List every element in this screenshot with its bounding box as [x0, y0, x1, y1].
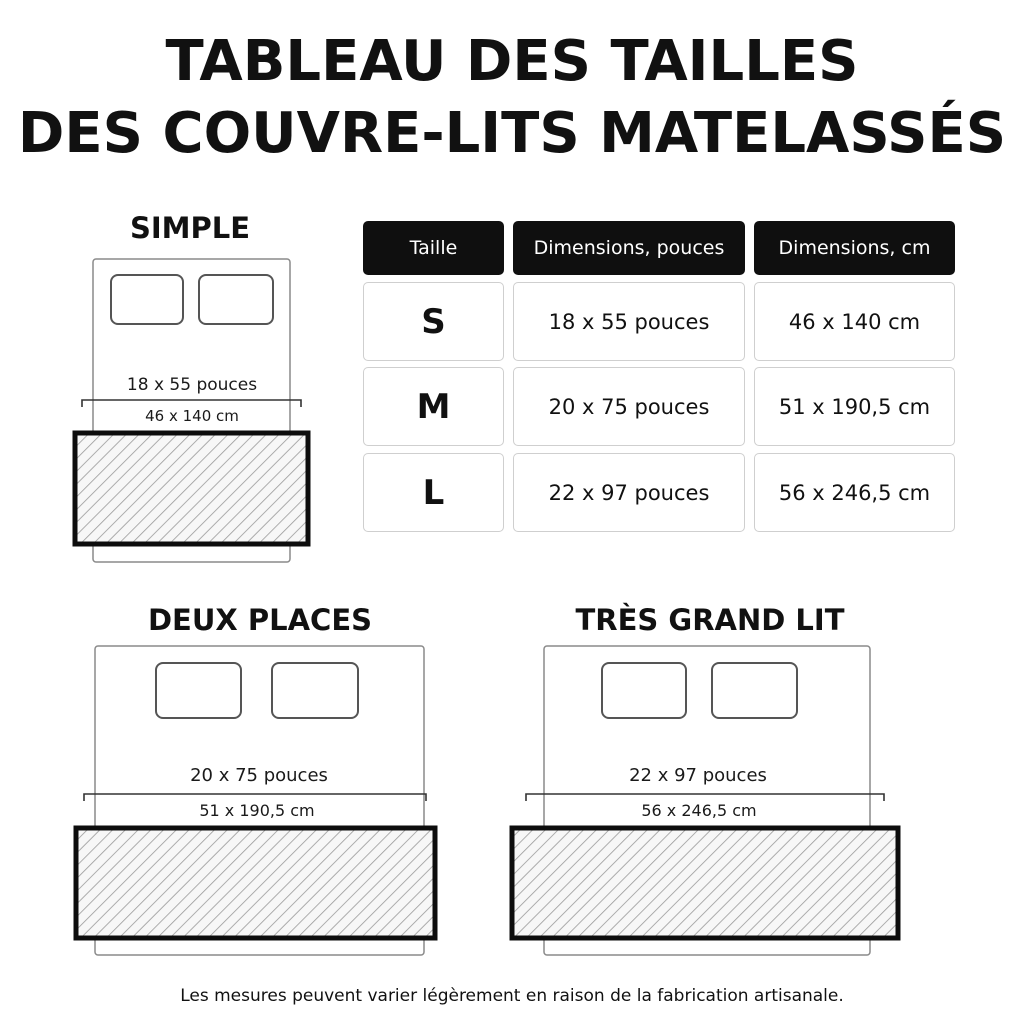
- bed-diagram-king: [512, 646, 898, 955]
- bed-diagram-double: [76, 646, 435, 955]
- quilt-double: [76, 828, 435, 938]
- dim-cm-king: 56 x 246,5 cm: [641, 801, 757, 820]
- table-cell-inches: 18 x 55 pouces: [513, 282, 745, 361]
- page-title-line-2: DES COUVRE-LITS MATELASSÉS: [17, 101, 1007, 166]
- pillow-icon: [199, 275, 273, 324]
- quilt-simple: [75, 433, 308, 544]
- table-header-inches: Dimensions, pouces: [513, 221, 745, 275]
- table-header-size: Taille: [363, 221, 504, 275]
- dim-cm-simple: 46 x 140 cm: [145, 407, 239, 425]
- pillow-icon: [602, 663, 686, 718]
- table-cell-cm: 51 x 190,5 cm: [754, 367, 955, 446]
- table-cell-inches: 22 x 97 pouces: [513, 453, 745, 532]
- dim-inches-double: 20 x 75 pouces: [190, 765, 328, 786]
- bed-diagram-simple: [75, 259, 308, 562]
- page-title-line-1: TABLEAU DES TAILLES: [165, 29, 859, 94]
- table-header-cm: Dimensions, cm: [754, 221, 955, 275]
- footnote: Les mesures peuvent varier légèrement en raison de la fabrication artisanale.: [180, 986, 844, 1006]
- pillow-icon: [272, 663, 358, 718]
- bed-label-simple: SIMPLE: [129, 211, 251, 245]
- bed-label-double: DEUX PLACES: [147, 603, 373, 637]
- pillow-icon: [156, 663, 241, 718]
- dim-cm-double: 51 x 190,5 cm: [199, 801, 315, 820]
- quilt-king: [512, 828, 898, 938]
- dim-inches-king: 22 x 97 pouces: [629, 765, 767, 786]
- pillow-icon: [712, 663, 797, 718]
- table-cell-size: S: [363, 282, 504, 361]
- table-cell-cm: 46 x 140 cm: [754, 282, 955, 361]
- table-cell-size: L: [363, 453, 504, 532]
- table-cell-inches: 20 x 75 pouces: [513, 367, 745, 446]
- table-cell-size: M: [363, 367, 504, 446]
- table-cell-cm: 56 x 246,5 cm: [754, 453, 955, 532]
- bed-label-king: TRÈS GRAND LIT: [575, 603, 845, 637]
- pillow-icon: [111, 275, 183, 324]
- dim-inches-simple: 18 x 55 pouces: [126, 375, 258, 395]
